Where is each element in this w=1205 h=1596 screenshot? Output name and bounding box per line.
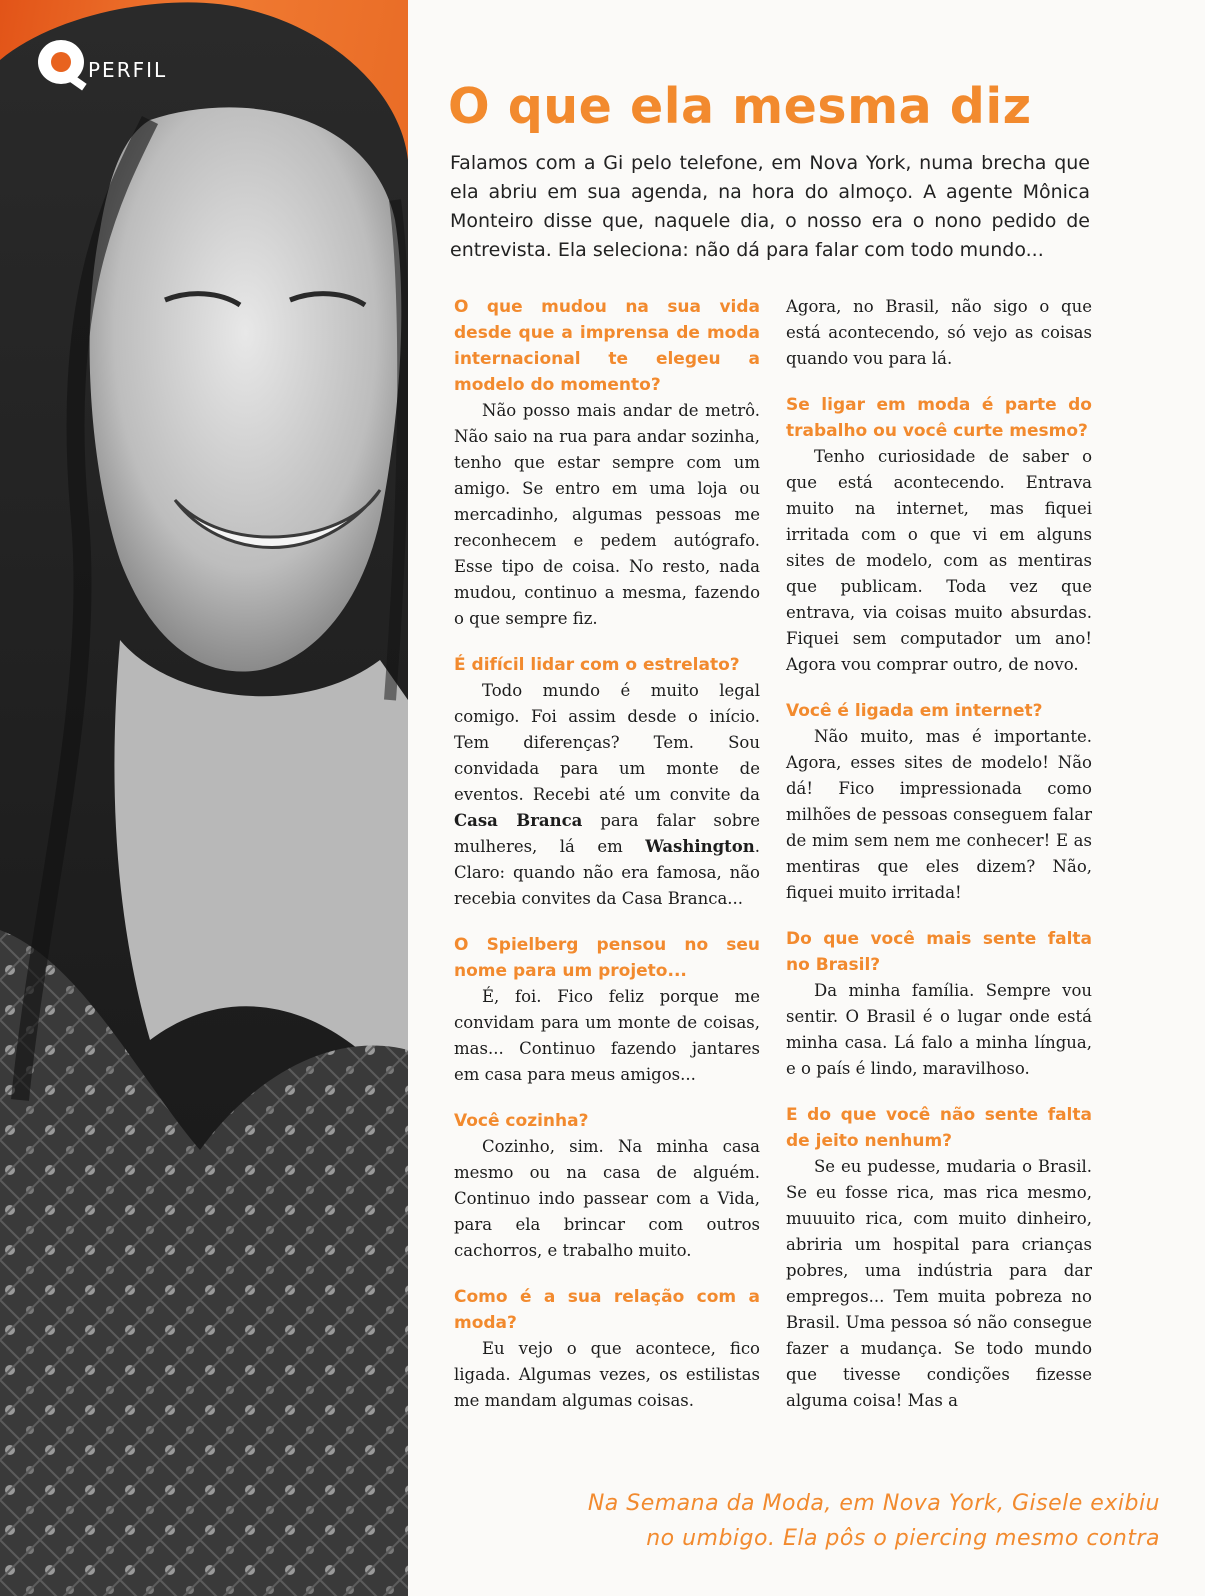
answer-text: Se eu pudesse, mudaria o Brasil. Se eu fosse rica, mas rica mesmo, muuuito rica, com muito dinheiro, abriria um hospital para crianças pobres, uma indústria para dar empregos... Tem muita pobreza no Brasil. Uma pessoa só não consegue fazer a mudança. Se todo mundo que tivesse condições fizesse alguma coisa! Mas a xyxy=(786,1157,1092,1410)
question-heading: Você cozinha? xyxy=(454,1111,589,1131)
brand-q-icon xyxy=(38,40,84,84)
right-column xyxy=(786,294,1092,1434)
question-heading: E do que você não sente falta de jeito nenhum? xyxy=(786,1105,1092,1151)
answer-text: Cozinho, sim. Na minha casa mesmo ou na casa de alguém. Continuo indo passear com a Vida, para ela brincar com outros cachorros, e trabalho muito. xyxy=(454,1137,760,1260)
caption-line: no umbigo. Ela pôs o piercing mesmo contra xyxy=(646,1526,1160,1551)
left-column xyxy=(454,294,760,1434)
article-title: O que ela mesma diz xyxy=(448,78,1032,135)
question-heading: O Spielberg pensou no seu nome para um projeto... xyxy=(454,935,760,981)
section-label: PERFIL xyxy=(88,58,168,82)
question-heading: O que mudou na sua vida desde que a imprensa de moda internacional te elegeu a modelo do momento? xyxy=(454,297,760,395)
question-heading: É difícil lidar com o estrelato? xyxy=(454,655,740,675)
article-intro: Falamos com a Gi pelo telefone, em Nova York, numa brecha que ela abriu em sua agenda, na hora do almoço. A agente Mônica Monteiro disse que, naquele dia, o nosso era o nono pedido de entrevista. Ela seleciona: não dá para falar com todo mundo... xyxy=(450,152,1090,261)
question-heading: Do que você mais sente falta no Brasil? xyxy=(786,929,1092,975)
caption-line: Na Semana da Moda, em Nova York, Gisele exibiu xyxy=(587,1491,1160,1516)
answer-text: Da minha família. Sempre vou sentir. O Brasil é o lugar onde está minha casa. Lá falo a minha língua, e o país é lindo, maravilhoso. xyxy=(786,981,1092,1078)
photo-caption xyxy=(440,1486,1160,1556)
answer-text: É, foi. Fico feliz porque me convidam para um monte de coisas, mas... Continuo fazendo jantares em casa para meus amigos... xyxy=(454,987,760,1084)
portrait-photo xyxy=(0,0,408,1596)
answer-text: Tenho curiosidade de saber o que está acontecendo. Entrava muito na internet, mas fiquei irritada com o que vi em alguns sites de modelo, com as mentiras que publicam. Toda vez que entrava, via coisas muito absurdas. Fiquei sem computador um ano! Agora vou comprar outro, de novo. xyxy=(786,447,1092,674)
answer-text: Não muito, mas é importante. Agora, esses sites de modelo! Não dá! Fico impressionada como milhões de pessoas conseguem falar de mim sem nem me conhecer! E as mentiras que eles dizem? Não, fiquei muito irritada! xyxy=(786,727,1092,902)
question-heading: Se ligar em moda é parte do trabalho ou você curte mesmo? xyxy=(786,395,1092,441)
section-brand xyxy=(38,40,167,84)
answer-text: Não posso mais andar de metrô. Não saio na rua para andar sozinha, tenho que estar sempre com um amigo. Se entro em uma loja ou mercadinho, algumas pessoas me reconhecem e pedem autógrafo. Esse tipo de coisa. No resto, nada mudou, continuo a mesma, fazendo o que sempre fiz. xyxy=(454,401,760,628)
answer-text: Eu vejo o que acontece, fico ligada. Algumas vezes, os estilistas me mandam algumas coisas. xyxy=(454,1339,760,1410)
answer-continuation: Agora, no Brasil, não sigo o que está acontecendo, só vejo as coisas quando vou para lá. xyxy=(786,297,1092,368)
question-heading: Como é a sua relação com a moda? xyxy=(454,1287,760,1333)
answer-text: Todo mundo é muito legal comigo. Foi assim desde o início. Tem diferenças? Tem. Sou convidada para um monte de eventos. Recebi até um convite da Casa Branca para falar sobre mulheres, lá em Washington. Claro: quando não era famosa, não recebia convites da Casa Branca... xyxy=(454,681,760,908)
portrait-illustration xyxy=(0,0,408,1596)
question-heading: Você é ligada em internet? xyxy=(786,701,1043,721)
